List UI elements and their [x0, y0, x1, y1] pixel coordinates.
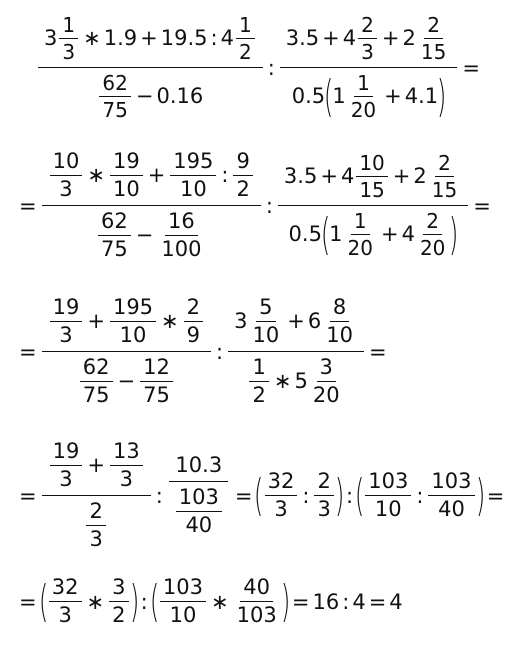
number: 103 [176, 486, 222, 512]
number: 4.1 [404, 83, 439, 108]
operator: : [346, 483, 354, 508]
operator: + [287, 309, 305, 334]
number: 3.5 [285, 25, 320, 50]
number: 10 [326, 323, 353, 348]
fraction [278, 152, 468, 259]
equals-sign: = [19, 483, 37, 508]
number: 2 [423, 210, 442, 235]
right-paren: ) [475, 469, 485, 521]
line-1 [36, 14, 483, 121]
line-5 [16, 576, 403, 627]
number: 10 [50, 150, 83, 176]
number: 2 [402, 25, 416, 50]
operator: + [87, 309, 105, 334]
operator: − [135, 223, 154, 248]
number: 32 [265, 470, 298, 496]
equals-sign: = [486, 483, 505, 508]
equals-sign: = [234, 483, 253, 508]
right-paren: ) [129, 575, 139, 627]
number: 62 [98, 210, 131, 236]
number: 103 [428, 470, 474, 496]
fraction [42, 440, 151, 551]
number: 4 [352, 589, 366, 614]
fraction [228, 296, 364, 407]
number: 1 [351, 210, 370, 235]
line-4 [16, 440, 507, 551]
number: 3 [109, 576, 128, 602]
number: 19.5 [160, 25, 208, 50]
number: 3 [58, 603, 72, 628]
number: 5 [294, 369, 308, 394]
number: 5 [256, 296, 275, 322]
number: 19 [50, 440, 83, 466]
number: 10 [179, 177, 207, 202]
operator: + [320, 164, 338, 189]
line-3 [16, 296, 390, 407]
right-paren: ) [437, 70, 447, 122]
number: 4 [401, 222, 415, 247]
operator: + [147, 163, 166, 188]
operator: + [87, 453, 105, 478]
number: 2 [184, 296, 203, 322]
operator: ∗ [83, 25, 101, 50]
number: 2 [435, 152, 454, 177]
number: 20 [350, 98, 377, 122]
number: 1 [354, 72, 373, 97]
number: 15 [359, 178, 385, 203]
number: 3 [59, 467, 73, 492]
number: 195 [170, 150, 216, 176]
left-paren: ( [38, 575, 48, 627]
number: 75 [82, 383, 110, 408]
operator: ∗ [87, 163, 105, 188]
operator: − [117, 369, 136, 394]
number: 3 [317, 356, 336, 382]
number: 103 [365, 470, 411, 496]
number: 75 [143, 383, 170, 408]
number: 62 [99, 72, 130, 97]
equals-sign: = [19, 193, 37, 218]
number: 195 [110, 296, 156, 322]
number: 40 [240, 576, 273, 602]
equals-sign: = [368, 589, 387, 614]
number: 10.3 [175, 453, 223, 478]
number: 15 [420, 40, 447, 64]
operator: + [140, 25, 158, 50]
number: 8 [330, 296, 349, 322]
number: 20 [347, 236, 373, 261]
operator: + [322, 25, 340, 50]
number: 3.5 [283, 164, 318, 189]
fraction [38, 14, 263, 121]
number: 2 [424, 14, 443, 39]
number: 9 [233, 150, 252, 176]
number: 2 [413, 164, 427, 189]
right-paren: ) [280, 575, 291, 627]
operator: : [155, 483, 163, 508]
number: 1 [59, 14, 78, 39]
number: 1.9 [103, 25, 138, 50]
operator: : [265, 193, 273, 218]
number: 4 [340, 164, 355, 189]
equals-sign: = [473, 193, 491, 218]
left-paren: ( [324, 70, 334, 122]
operator: − [135, 83, 154, 108]
number: 2 [236, 177, 250, 202]
number: 3 [59, 177, 73, 202]
operator: : [302, 483, 310, 508]
operator: + [381, 25, 400, 50]
right-paren: ) [334, 469, 345, 521]
fraction [280, 14, 458, 121]
number: 2 [112, 603, 126, 628]
number: 4 [220, 25, 234, 50]
number: 1 [329, 222, 343, 247]
number: 19 [110, 150, 143, 176]
number: 3 [274, 497, 288, 522]
number: 10 [112, 177, 140, 202]
operator: ∗ [273, 369, 292, 394]
number: 10 [356, 152, 387, 177]
number: 32 [49, 576, 82, 602]
number: 75 [101, 237, 128, 262]
number: 1 [236, 14, 255, 39]
number: 3 [317, 497, 331, 522]
left-paren: ( [149, 575, 160, 627]
operator: ∗ [86, 589, 105, 614]
number: 3 [234, 309, 248, 334]
number: 3 [89, 527, 103, 552]
number: 10 [252, 323, 280, 348]
number: 100 [161, 237, 202, 262]
number: 10 [169, 603, 197, 628]
operator: ∗ [211, 589, 229, 614]
operator: ∗ [161, 309, 179, 334]
operator: : [221, 163, 229, 188]
operator: : [140, 589, 148, 614]
left-paren: ( [354, 469, 365, 521]
operator: : [342, 589, 350, 614]
fraction [168, 454, 230, 537]
number: 2 [314, 470, 333, 496]
number: 3 [119, 467, 133, 492]
fraction [42, 296, 211, 407]
number: 16 [165, 210, 198, 236]
number: 3 [361, 40, 374, 64]
number: 75 [102, 98, 128, 122]
final-result: 4 [389, 589, 403, 614]
equals-sign: = [19, 339, 37, 364]
number: 4 [342, 25, 357, 50]
equals-sign: = [291, 589, 310, 614]
number: 62 [80, 356, 113, 382]
operator: + [392, 164, 411, 189]
number: 0.5 [288, 222, 322, 247]
number: 103 [160, 576, 206, 602]
left-paren: ( [254, 469, 264, 521]
number: 6 [307, 309, 322, 334]
number: 2 [252, 383, 266, 408]
number: 3 [59, 323, 73, 348]
number: 12 [140, 356, 173, 382]
equals-sign: = [368, 339, 387, 364]
number: 40 [438, 497, 465, 522]
number: 3 [44, 25, 58, 50]
equals-sign: = [19, 589, 37, 614]
operator: : [216, 339, 224, 364]
number: 0.16 [156, 83, 204, 108]
number: 1 [332, 83, 346, 108]
number: 40 [185, 513, 213, 538]
number: 19 [50, 296, 83, 322]
number: 13 [110, 440, 143, 466]
number: 15 [431, 178, 458, 203]
left-paren: ( [320, 208, 331, 260]
number: 103 [236, 603, 277, 628]
operator: : [416, 483, 424, 508]
line-2 [16, 150, 494, 261]
number: 10 [374, 497, 402, 522]
number: 3 [62, 40, 76, 64]
number: 16 [312, 589, 340, 614]
number: 2 [238, 40, 252, 64]
fraction [42, 150, 261, 261]
number: 20 [419, 236, 446, 261]
number: 9 [186, 323, 201, 348]
operator: : [267, 55, 275, 80]
number: 10 [119, 323, 147, 348]
number: 1 [249, 356, 268, 382]
number: 20 [312, 383, 340, 408]
number: 2 [358, 14, 377, 39]
right-paren: ) [449, 208, 459, 260]
operator: : [210, 25, 218, 50]
number: 0.5 [291, 83, 326, 108]
operator: + [380, 222, 399, 247]
equals-sign: = [462, 55, 480, 80]
number: 2 [86, 500, 105, 526]
operator: + [384, 83, 402, 108]
